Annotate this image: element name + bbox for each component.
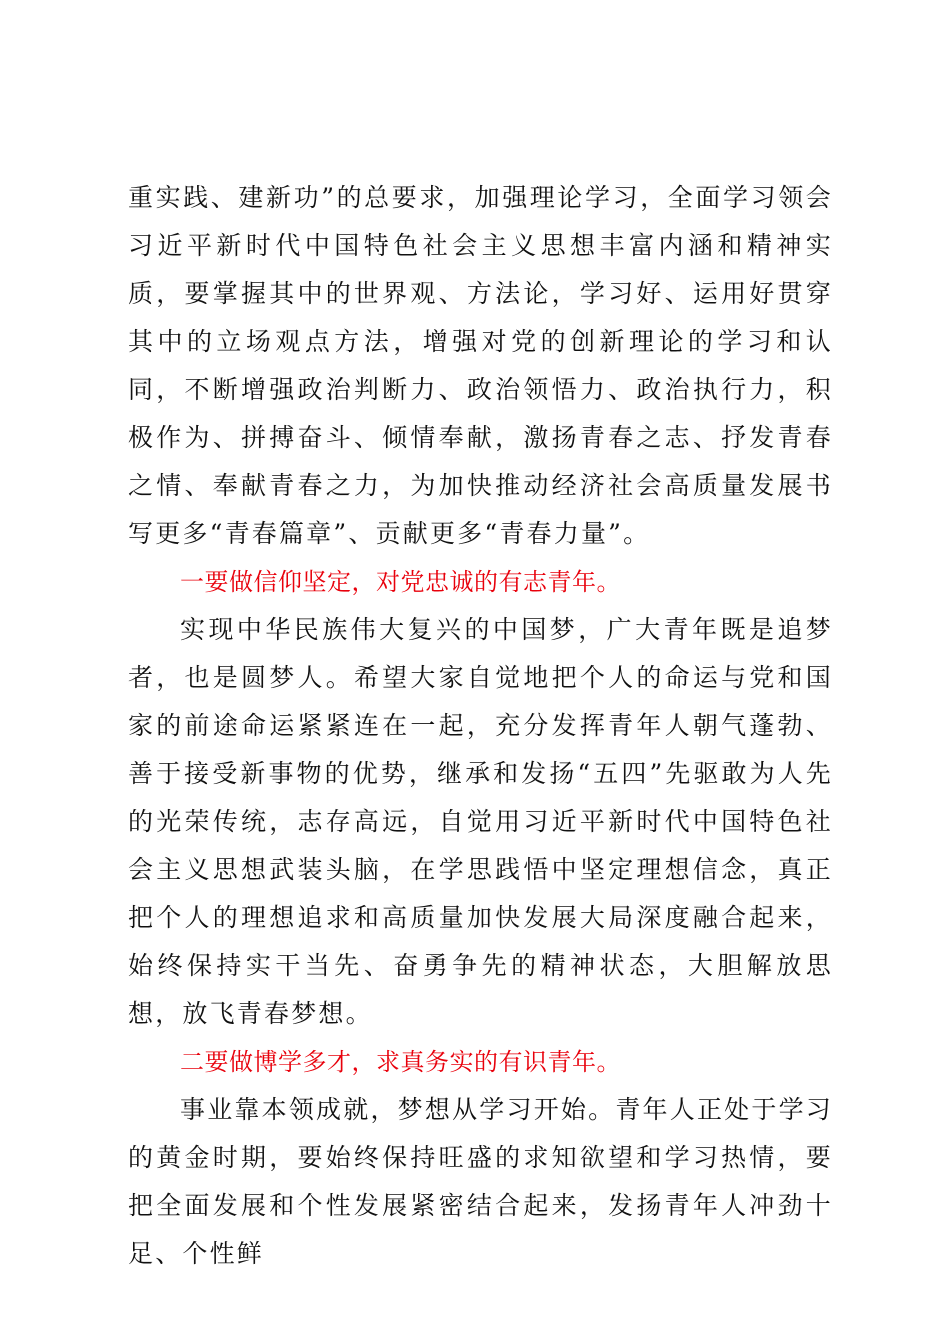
paragraph-1: 实现中华民族伟大复兴的中国梦，广大青年既是追梦者，也是圆梦人。希望大家自觉地把个人的命运与党和国家的前途命运紧紧连在一起，充分发挥青年人朝气蓬勃、善于接受新事物的优势，继承和发扬“五四”先驱敢为人先的光荣传统，志存高远，自觉用习近平新时代中国特色社会主义思想武装头脑，在学思践悟中坚定理想信念，真正把个人的理想追求和高质量加快发展大局深度融合起来，始终保持实干当先、奋勇争先的精神状态，大胆解放思想，放飞青春梦想。 xyxy=(128,615,833,1028)
paragraph-2: 事业靠本领成就，梦想从学习开始。青年人正处于学习的黄金时期，要始终保持旺盛的求知欲望和学习热情，要把全面发展和个性发展紧密结合起来，发扬青年人冲劲十足、个性鲜 xyxy=(128,1095,833,1268)
section-heading-1: 一要做信仰坚定，对党忠诚的有志青年。 xyxy=(180,568,621,596)
document-body xyxy=(128,174,833,1278)
section-heading-2: 二要做博学多才，求真务实的有识青年。 xyxy=(180,1048,621,1076)
paragraph-continuation: 重实践、建新功”的总要求，加强理论学习，全面学习领会习近平新时代中国特色社会主义思想丰富内涵和精神实质，要掌握其中的世界观、方法论，学习好、运用好贯穿其中的立场观点方法，增强对党的创新理论的学习和认同，不断增强政治判断力、政治领悟力、政治执行力，积极作为、拼搏奋斗、倾情奉献，激扬青春之志、抒发青春之情、奉献青春之力，为加快推动经济社会高质量发展书写更多“青春篇章”、贡献更多“青春力量”。 xyxy=(128,183,833,548)
